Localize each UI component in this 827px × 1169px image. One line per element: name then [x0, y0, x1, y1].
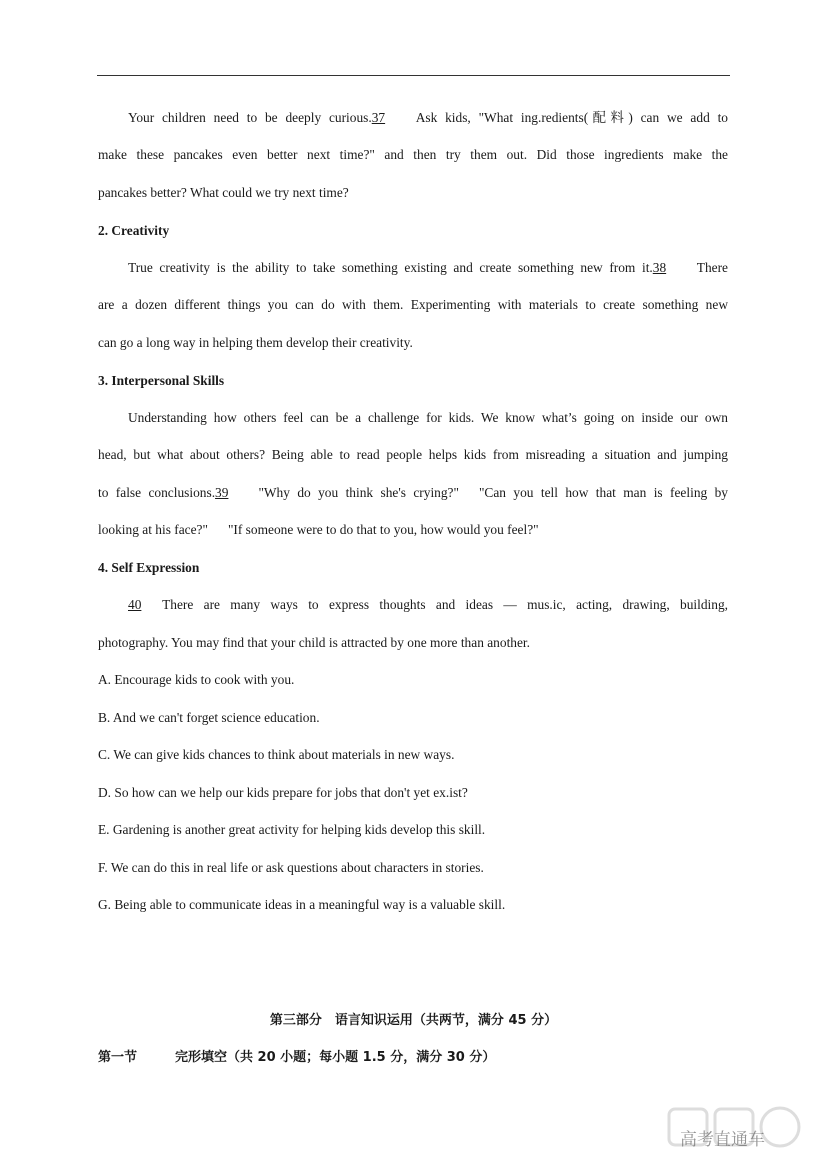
option-f: F. We can do this in real life or ask questions about characters in stories.: [98, 860, 484, 875]
option-g: G. Being able to communicate ideas in a meaningful way is a valuable skill.: [98, 897, 506, 912]
text: There are many ways to express thoughts and ideas — mus.ic, acting, drawing, building,: [162, 597, 729, 612]
heading-creativity: 2. Creativity: [98, 223, 170, 238]
section-label: 第一节: [98, 1050, 138, 1065]
paragraph-2-line-3: can go a long way in helping them develop their creativity.: [98, 335, 413, 350]
option-e: E. Gardening is another great activity for helping kids develop this skill.: [98, 822, 486, 837]
paragraph-1-line-3: pancakes better? What could we try next time?: [98, 185, 349, 200]
text: "Why do you think she's crying?": [258, 485, 459, 500]
blank-40: 40: [128, 597, 142, 612]
heading-interpersonal-skills: 3. Interpersonal Skills: [98, 373, 225, 388]
paragraph-4-line-1: [128, 596, 728, 614]
option-c: C. We can give kids chances to think about materials in new ways.: [98, 747, 455, 762]
text: looking at his face?": [98, 522, 208, 537]
option-b: B. And we can't forget science education.: [98, 710, 320, 725]
paragraph-3-line-4: [98, 521, 728, 539]
paragraph-2-line-1: [128, 259, 728, 277]
text: "If someone were to do that to you, how would you feel?": [227, 522, 539, 537]
part-3-title: 第三部分 语言知识运用（共两节，满分 45 分）: [269, 1013, 558, 1028]
header-rule: [97, 75, 730, 76]
text: Your children need to be deeply curious.: [128, 110, 372, 125]
option-d: D. So how can we help our kids prepare for jobs that don't yet ex.ist?: [98, 785, 468, 800]
paragraph-1-line-2: make these pancakes even better next time?" and then try them out. Did those ingredients make the: [98, 147, 728, 162]
text: to false conclusions.: [98, 485, 216, 500]
paragraph-1-line-1: [128, 109, 728, 127]
option-a: A. Encourage kids to cook with you.: [98, 672, 295, 687]
section-description: 完形填空（共 20 小题；每小题 1.5 分，满分 30 分）: [175, 1050, 496, 1065]
blank-39: 39: [215, 485, 229, 500]
paragraph-3-line-1: Understanding how others feel can be a challenge for kids. We know what’s going on inside our own: [128, 410, 728, 425]
paragraph-2-line-2: are a dozen different things you can do with them. Experimenting with materials to create something new: [98, 297, 728, 312]
paragraph-3-line-2: head, but what about others? Being able to read people helps kids from misreading a situation and jumping: [98, 447, 728, 462]
watermark-text: 高考直通车: [680, 1130, 765, 1150]
text: True creativity is the ability to take something existing and create something new from it.: [128, 260, 653, 275]
heading-self-expression: 4. Self Expression: [98, 560, 200, 575]
paragraph-4-line-2: photography. You may find that your child is attracted by one more than another.: [98, 635, 531, 650]
text: Ask kids, "What ing.redients(配料) can we add to: [415, 110, 728, 125]
section-1-heading: [98, 1046, 495, 1065]
text: There: [696, 260, 728, 275]
text: "Can you tell how that man is feeling by: [478, 485, 728, 500]
paragraph-3-line-3: [98, 484, 728, 502]
blank-38: 38: [652, 260, 667, 275]
blank-37: 37: [371, 110, 386, 125]
